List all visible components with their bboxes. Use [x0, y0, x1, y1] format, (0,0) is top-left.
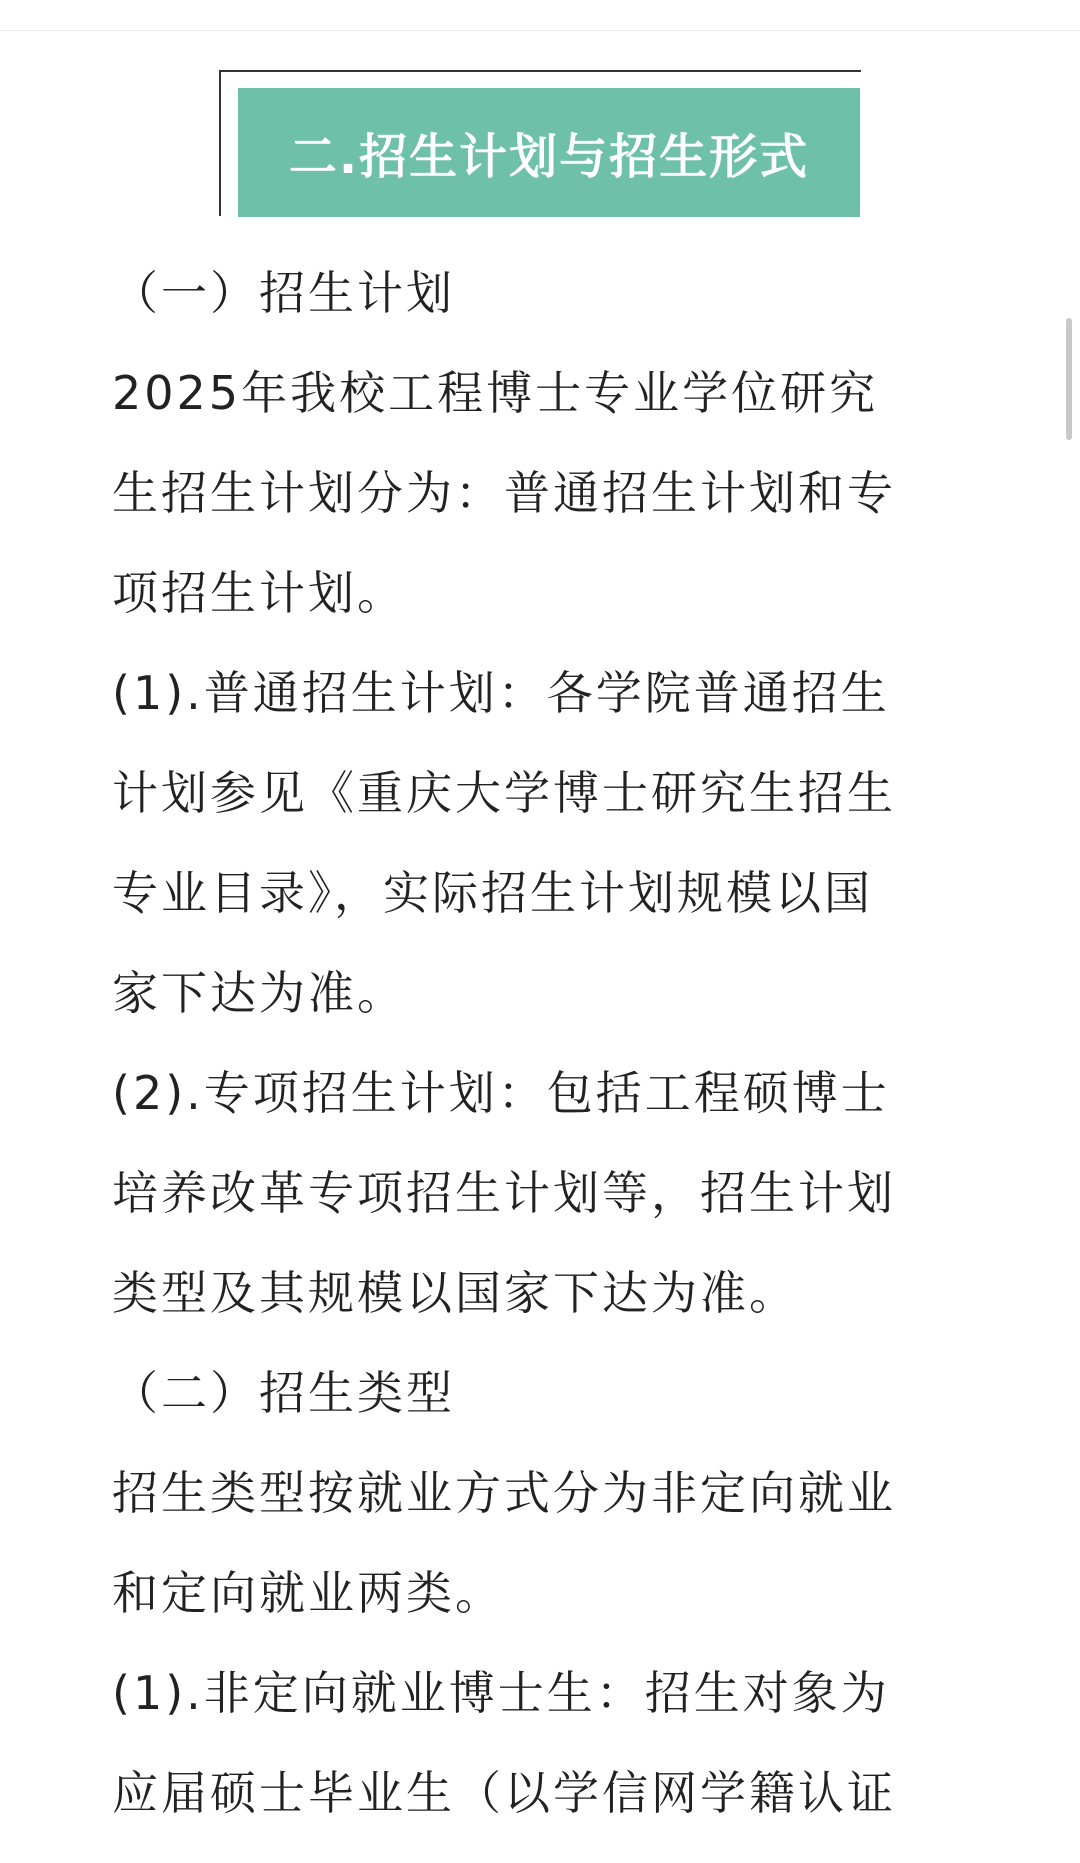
paragraph-line: 专业目录》，实际招生计划规模以国: [112, 866, 873, 920]
paragraph-line: (2).专项招生计划：包括工程硕博士: [112, 1066, 890, 1120]
paragraph-line: 家下达为准。: [112, 966, 406, 1020]
paragraph-line: 2025年我校工程博士专业学位研究: [112, 366, 879, 420]
paragraph-line: 和定向就业两类。: [112, 1566, 504, 1620]
scrollbar[interactable]: [1066, 318, 1072, 440]
article-body: [112, 243, 982, 1843]
paragraph-line: 应届硕士毕业生（以学信网学籍认证: [112, 1766, 896, 1820]
paragraph-line: (1).普通招生计划：各学院普通招生: [112, 666, 890, 720]
paragraph-line: (1).非定向就业博士生：招生对象为: [112, 1666, 890, 1720]
paragraph-line: 类型及其规模以国家下达为准。: [112, 1266, 798, 1320]
paragraph-line: 培养改革专项招生计划等，招生计划: [112, 1166, 896, 1220]
paragraph-line: 生招生计划分为：普通招生计划和专: [112, 466, 896, 520]
subheading-type: （二）招生类型: [112, 1366, 455, 1420]
subheading-plan: （一）招生计划: [112, 266, 455, 320]
section-heading: 二.招生计划与招生形式: [288, 129, 810, 185]
top-divider: [0, 30, 1080, 31]
paragraph-line: 项招生计划。: [112, 566, 406, 620]
section-heading-banner: [238, 88, 860, 217]
paragraph-line: 计划参见《重庆大学博士研究生招生: [112, 766, 896, 820]
paragraph-line: 招生类型按就业方式分为非定向就业: [112, 1466, 896, 1520]
